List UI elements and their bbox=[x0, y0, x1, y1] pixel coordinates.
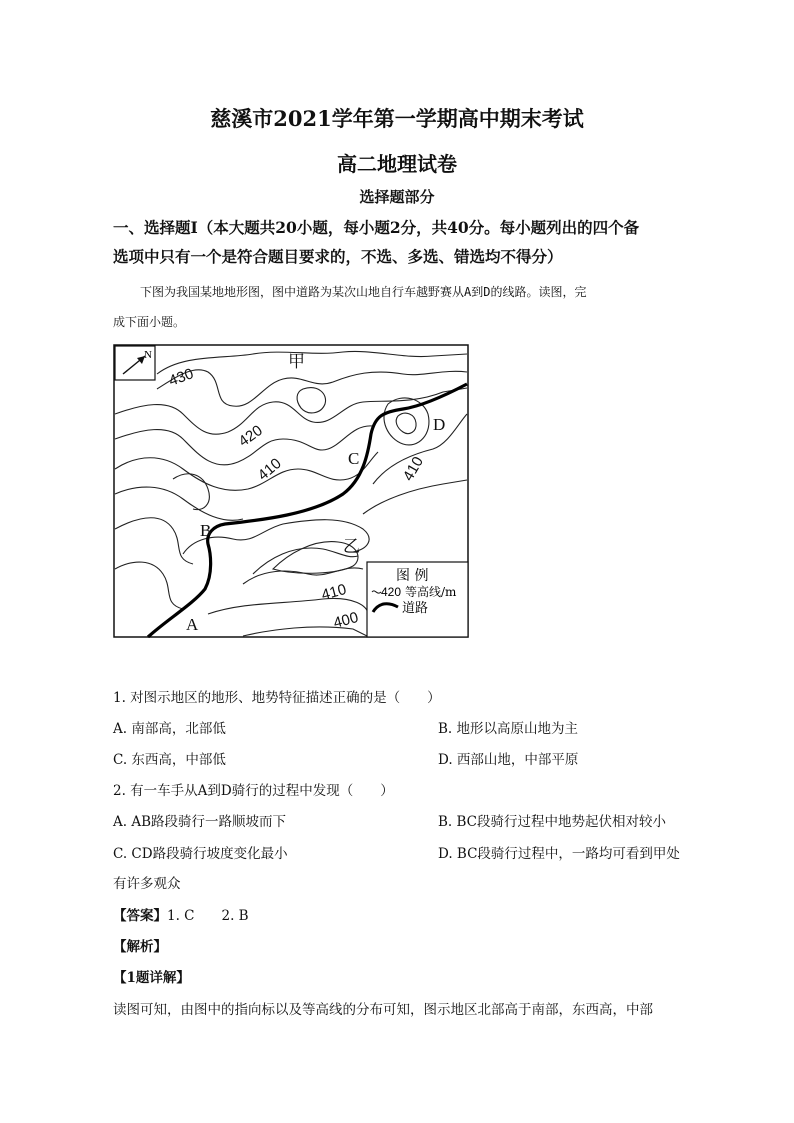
contour-label-400: 400 bbox=[331, 608, 361, 632]
q2-option-c[interactable]: C. CD路段骑行坡度变化最小 bbox=[113, 846, 288, 862]
legend-contour-value: 420 bbox=[381, 585, 402, 599]
q1-option-d[interactable]: D. 西部山地，中部平原 bbox=[438, 752, 579, 768]
q2-stem: 2. 有一车手从A到D骑行的过程中发现（ ） bbox=[113, 783, 394, 799]
legend-contour-text: 等高线/m bbox=[405, 585, 457, 599]
north-label: N bbox=[144, 349, 152, 361]
compass-box bbox=[115, 346, 155, 380]
topographic-map bbox=[113, 344, 469, 638]
point-d: D bbox=[433, 415, 446, 434]
analysis-subheading: 【1题详解】 bbox=[113, 970, 190, 986]
legend-road-text: 道路 bbox=[402, 601, 429, 616]
contour-label-410-right: 410 bbox=[399, 453, 427, 484]
contour-label-430: 430 bbox=[166, 365, 196, 390]
place-jia: 甲 bbox=[288, 352, 305, 371]
point-c: C bbox=[348, 449, 360, 468]
contour-label-410-left: 410 bbox=[254, 454, 285, 485]
q2-option-b[interactable]: B. BC段骑行过程中地势起伏相对较小 bbox=[438, 814, 667, 830]
exam-title: 慈溪市2021学年第一学期高中期末考试 bbox=[210, 106, 584, 131]
q1-option-a[interactable]: A. 南部高，北部低 bbox=[113, 721, 226, 737]
contour-label-420: 420 bbox=[235, 421, 266, 451]
section-heading-line2: 选项中只有一个是符合题目要求的，不选、多选、错选均不得分） bbox=[113, 247, 563, 266]
analysis-label: 【解析】 bbox=[113, 939, 167, 955]
intro-line1: 下图为我国某地地形图，图中道路为某次山地自行车越野赛从A到D的线路。读图，完 bbox=[140, 285, 587, 299]
map-legend bbox=[367, 562, 468, 637]
q2-option-a[interactable]: A. AB路段骑行一路顺坡而下 bbox=[113, 814, 287, 830]
exam-subtitle: 高二地理试卷 bbox=[337, 152, 457, 176]
q1-option-c[interactable]: C. 东西高，中部低 bbox=[113, 752, 226, 768]
point-b: B bbox=[200, 521, 212, 540]
place-yi: 乙 bbox=[343, 537, 360, 556]
answer-label: 【答案】 bbox=[113, 908, 167, 924]
q2-option-d[interactable]: D. BC段骑行过程中，一路均可看到甲处 bbox=[438, 846, 680, 862]
q1-stem: 1. 对图示地区的地形、地势特征描述正确的是（ ） bbox=[113, 690, 441, 706]
section-heading-line1: 一、选择题Ⅰ（本大题共20小题，每小题2分，共40分。每小题列出的四个备 bbox=[113, 218, 640, 237]
part-heading: 选择题部分 bbox=[359, 188, 435, 206]
intro-line2: 成下面小题。 bbox=[113, 315, 186, 329]
legend-title: 图 例 bbox=[396, 568, 429, 584]
answer-line bbox=[113, 904, 249, 924]
analysis-text: 读图可知，由图中的指向标以及等高线的分布可知，图示地区北部高于南部，东西高，中部 bbox=[113, 1002, 653, 1018]
q1-option-b[interactable]: B. 地形以高原山地为主 bbox=[438, 721, 579, 737]
contour-label-410-bottom: 410 bbox=[319, 580, 349, 604]
q2-option-d-continuation: 有许多观众 bbox=[113, 876, 181, 892]
point-a: A bbox=[186, 615, 199, 634]
answer-text: 1. C 2. B bbox=[167, 908, 249, 924]
